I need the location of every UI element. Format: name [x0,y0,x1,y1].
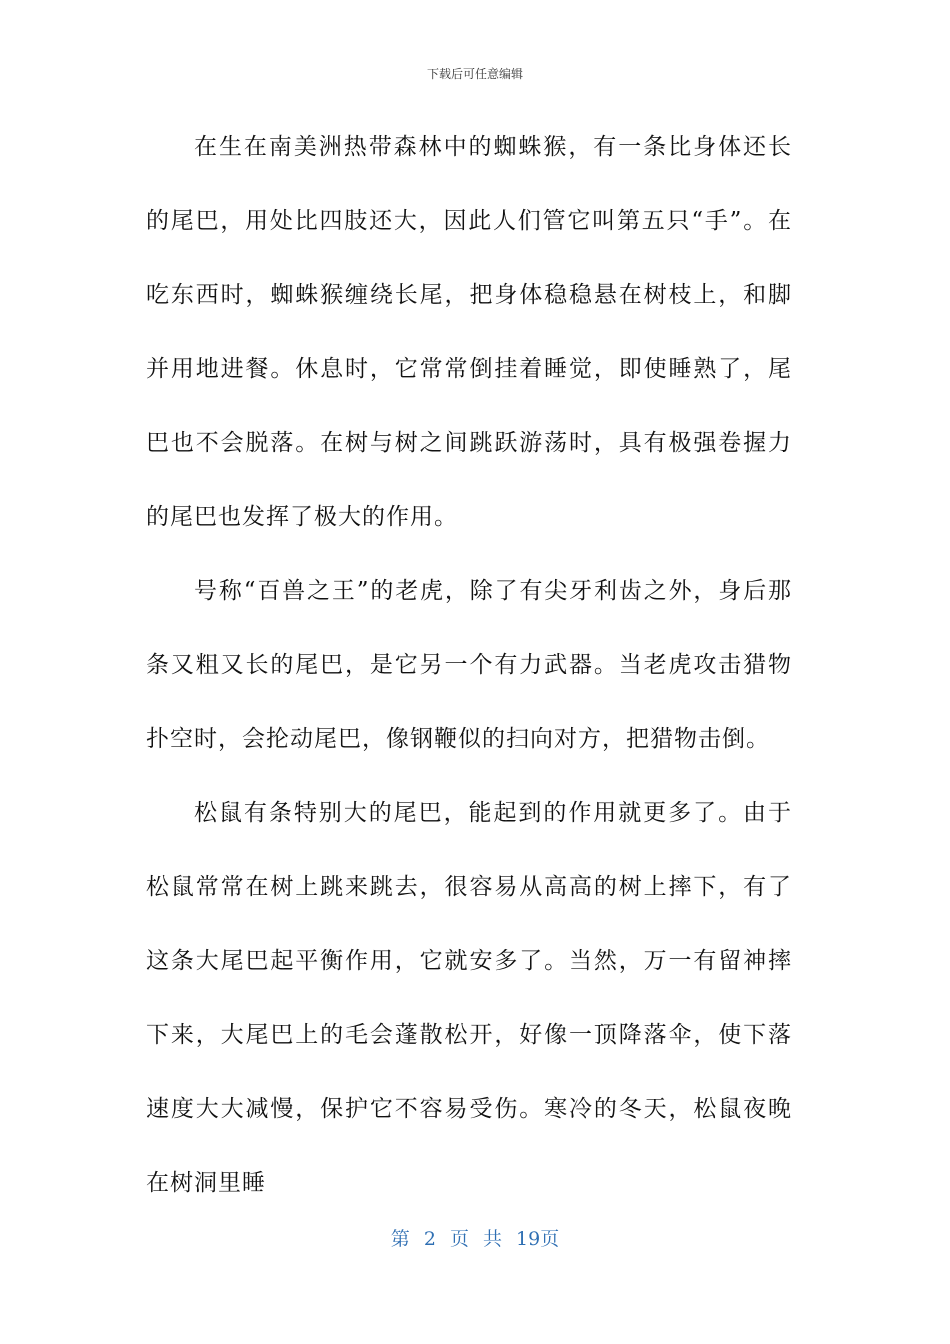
paragraph-squirrel: 松鼠有条特别大的尾巴，能起到的作用就更多了。由于松鼠常常在树上跳来跳去，很容易从高高的树上摔下，有了这条大尾巴起平衡作用，它就安多了。当然，万一有留神摔下来，大尾巴上的毛会蓬散松开，好像一顶降落伞，使下落速度大大减慢，保护它不容易受伤。寒冷的冬天，松鼠夜晚在树洞里睡 [146,800,792,1196]
document-body [146,110,792,1220]
page-footer: 第 2 页 共 19页 [390,1228,560,1250]
page-header: 下载后可任意编辑 [426,67,523,81]
paragraph-tiger: 号称“百兽之王”的老虎，除了有尖牙利齿之外，身后那条又粗又长的尾巴，是它另一个有力武器。当老虎攻击猎物扑空时，会抡动尾巴，像钢鞭似的扫向对方，把猎物击倒。 [146,578,792,752]
paragraph-spider-monkey: 在生在南美洲热带森林中的蜘蛛猴，有一条比身体还长的尾巴，用处比四肢还大，因此人们管它叫第五只“手”。在吃东西时，蜘蛛猴缠绕长尾，把身体稳稳悬在树枝上，和脚并用地进餐。休息时，它常常倒挂着睡觉，即使睡熟了，尾巴也不会脱落。在树与树之间跳跃游荡时，具有极强卷握力的尾巴也发挥了极大的作用。 [146,134,792,530]
